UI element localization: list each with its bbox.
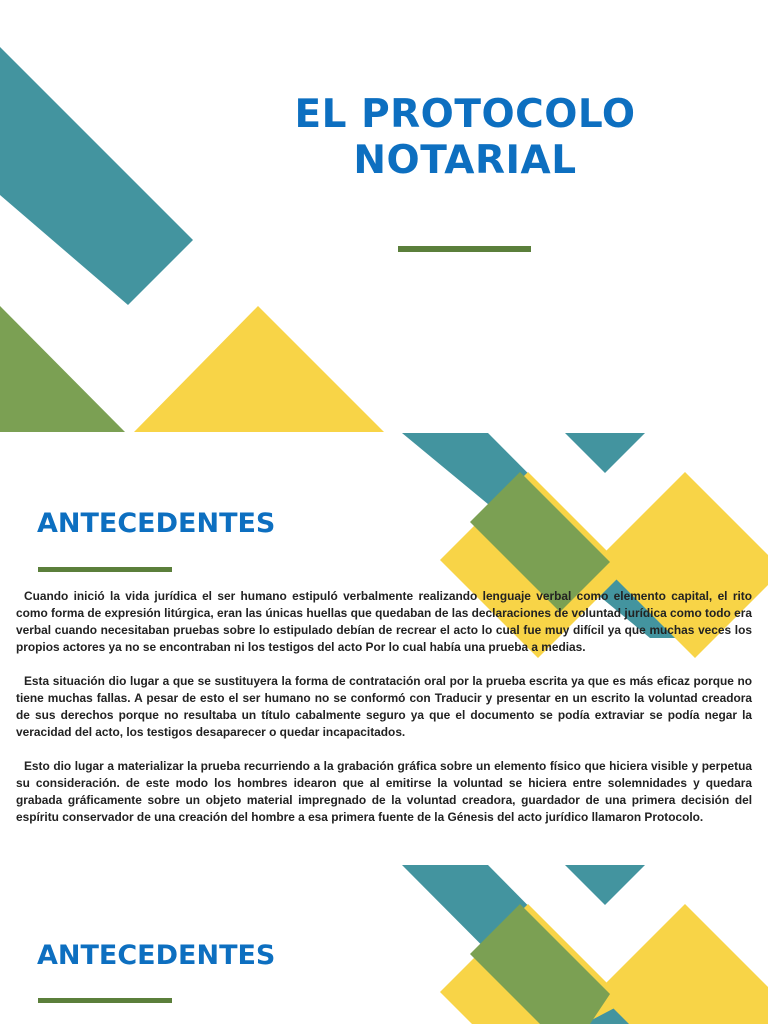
- teal-diagonal-band: [0, 47, 193, 305]
- heading-underline: [38, 567, 172, 572]
- yellow-diamond-right: [597, 904, 768, 1024]
- heading-underline: [38, 998, 172, 1003]
- teal-small-triangle: [565, 433, 645, 473]
- teal-small-triangle: [565, 865, 645, 905]
- slide-antecedentes: [0, 432, 768, 864]
- page-title: [250, 92, 680, 184]
- paragraph-3: Esto dio lugar a materializar la prueba recurriendo a la grabación gráfica sobre un elemento físico que hiciera visible y perpetua su consideración. de este modo los hombres idearon que al emitirse la voluntad se hiciera entre solemnidades y quedara grabada gráficamente sobre un objeto material impregnado de la voluntad creadora, guardador de una primera decisión del espíritu conservador de una creación del hombre a esa primera fuente de la Génesis del acto jurídico llamaron Protocolo.: [16, 759, 752, 824]
- paragraph-2: Esta situación dio lugar a que se sustituyera la forma de contratación oral por la prueba escrita ya que es más eficaz porque no tiene muchas fallas. A pesar de esto el ser humano no se conformó con Traducir y presentar en un escrito la voluntad creadora de sus derechos porque no resultaba un título cabalmente seguro ya que el documento se podía extraviar se podía negar la veracidad del acto, los testigos desaparecer o quedar incapacitados.: [16, 674, 752, 739]
- body-text: [16, 588, 752, 826]
- section-heading: ANTECEDENTES: [37, 940, 276, 971]
- section-heading: ANTECEDENTES: [37, 508, 276, 539]
- yellow-triangle: [134, 306, 384, 432]
- decorative-shapes: [0, 0, 768, 432]
- title-line-2: NOTARIAL: [353, 138, 577, 183]
- paragraph-1: Cuando inició la vida jurídica el ser humano estipuló verbalmente realizando lenguaje verbal como elemento capital, el rito como forma de expresión litúrgica, eran las únicas huellas que quedaban de las declaraciones de voluntad jurídica como todo era verbal cuando necesitaban pruebas sobre lo estipulado debían de recrear el acto lo cual fue muy difícil ya que muchas veces los propios actores ya no se encontraban ni los testigos del acto Por lo cual había una prueba a medias.: [16, 589, 752, 654]
- green-triangle: [0, 306, 125, 432]
- title-underline: [398, 246, 531, 252]
- slide-antecedentes-2: [0, 864, 768, 1024]
- slide-title: [0, 0, 768, 432]
- title-line-1: EL PROTOCOLO: [294, 92, 636, 137]
